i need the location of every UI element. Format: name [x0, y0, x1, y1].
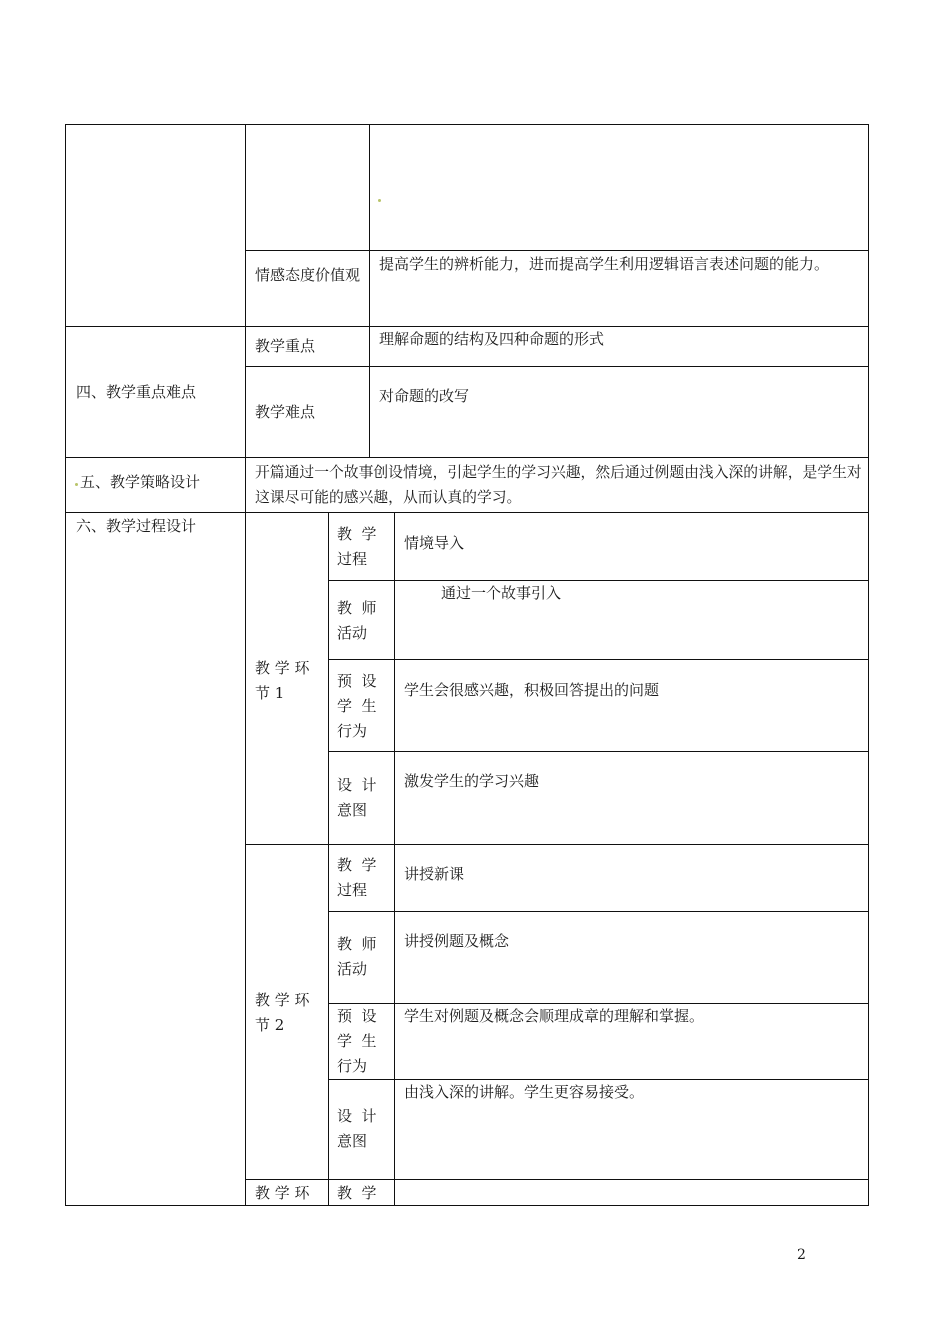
row-divider — [328, 580, 869, 581]
row-divider — [245, 844, 869, 845]
expected-behavior-label: 预 设 — [337, 1007, 377, 1025]
step1-teacher-content: 通过一个故事引入 — [441, 584, 562, 602]
stray-dot-mark — [378, 199, 381, 202]
column-divider — [245, 512, 246, 1206]
step1-name-line2: 节 1 — [255, 684, 285, 702]
section-five-title: 五、教学策略设计 — [80, 473, 201, 491]
column-divider — [245, 457, 246, 513]
process-label: 教 学 — [337, 525, 377, 543]
process-label-line2: 过程 — [337, 881, 368, 899]
teacher-activity-label-line2: 活动 — [337, 960, 368, 978]
design-intent-label-line2: 意图 — [337, 1132, 368, 1150]
difficulty-content: 对命题的改写 — [379, 387, 470, 405]
step1-name: 教 学 环 — [255, 659, 310, 677]
table-border-bottom — [65, 1205, 869, 1206]
step1-expect-content: 学生会很感兴趣，积极回答提出的问题 — [404, 681, 660, 699]
row-divider — [65, 457, 869, 458]
step2-teacher-content: 讲授例题及概念 — [404, 932, 510, 950]
step2-process-content: 讲授新课 — [404, 865, 465, 883]
table-border-left — [65, 124, 66, 1206]
expected-behavior-label-line3: 行为 — [337, 722, 368, 740]
step2-name-line2: 节 2 — [255, 1016, 285, 1034]
column-divider — [245, 124, 246, 458]
section-four-title: 四、教学重点难点 — [76, 383, 197, 401]
table-border-top — [65, 124, 869, 125]
row-divider — [65, 512, 869, 513]
step1-process-content: 情境导入 — [404, 534, 465, 552]
row-divider — [245, 250, 869, 251]
step3-name: 教 学 环 — [255, 1184, 310, 1202]
key-point-content: 理解命题的结构及四种命题的形式 — [379, 330, 605, 348]
row-divider — [245, 1179, 869, 1180]
step1-intent-content: 激发学生的学习兴趣 — [404, 772, 540, 790]
process-label: 教 学 — [337, 856, 377, 874]
affect-content: 提高学生的辨析能力，进而提高学生利用逻辑语言表述问题的能力。 — [379, 255, 830, 273]
design-intent-label-line2: 意图 — [337, 801, 368, 819]
process-label: 教 学 — [337, 1184, 377, 1202]
table-border-right — [868, 124, 869, 1206]
teacher-activity-label: 教 师 — [337, 599, 377, 617]
expected-behavior-label-line2: 学 生 — [337, 1032, 377, 1050]
step2-name: 教 学 环 — [255, 991, 310, 1009]
page-number: 2 — [797, 1247, 806, 1263]
column-divider — [328, 512, 329, 1206]
row-divider — [328, 659, 869, 660]
section-five-content: 开篇通过一个故事创设情境，引起学生的学习兴趣，然后通过例题由浅入深的讲解，是学生对这课尽可能的感兴趣，从而认真的学习。 — [255, 464, 862, 506]
expected-behavior-label-line3: 行为 — [337, 1057, 368, 1075]
process-label-line2: 过程 — [337, 550, 368, 568]
step2-intent-content: 由浅入深的讲解。学生更容易接受。 — [404, 1083, 645, 1101]
row-divider — [328, 751, 869, 752]
expected-behavior-label: 预 设 — [337, 672, 377, 690]
step2-expect-content: 学生对例题及概念会顺理成章的理解和掌握。 — [404, 1007, 705, 1025]
key-point-label: 教学重点 — [255, 337, 316, 355]
stray-dot-mark — [75, 483, 78, 486]
row-divider — [245, 366, 869, 367]
affect-label: 情感态度价值观 — [255, 266, 361, 284]
teacher-activity-label: 教 师 — [337, 935, 377, 953]
column-divider — [369, 124, 370, 458]
design-intent-label: 设 计 — [337, 776, 377, 794]
design-intent-label: 设 计 — [337, 1107, 377, 1125]
row-divider — [328, 911, 869, 912]
column-divider — [394, 512, 395, 1206]
teacher-activity-label-line2: 活动 — [337, 624, 368, 642]
difficulty-label: 教学难点 — [255, 403, 316, 421]
section-six-title: 六、教学过程设计 — [76, 517, 197, 535]
expected-behavior-label-line2: 学 生 — [337, 697, 377, 715]
